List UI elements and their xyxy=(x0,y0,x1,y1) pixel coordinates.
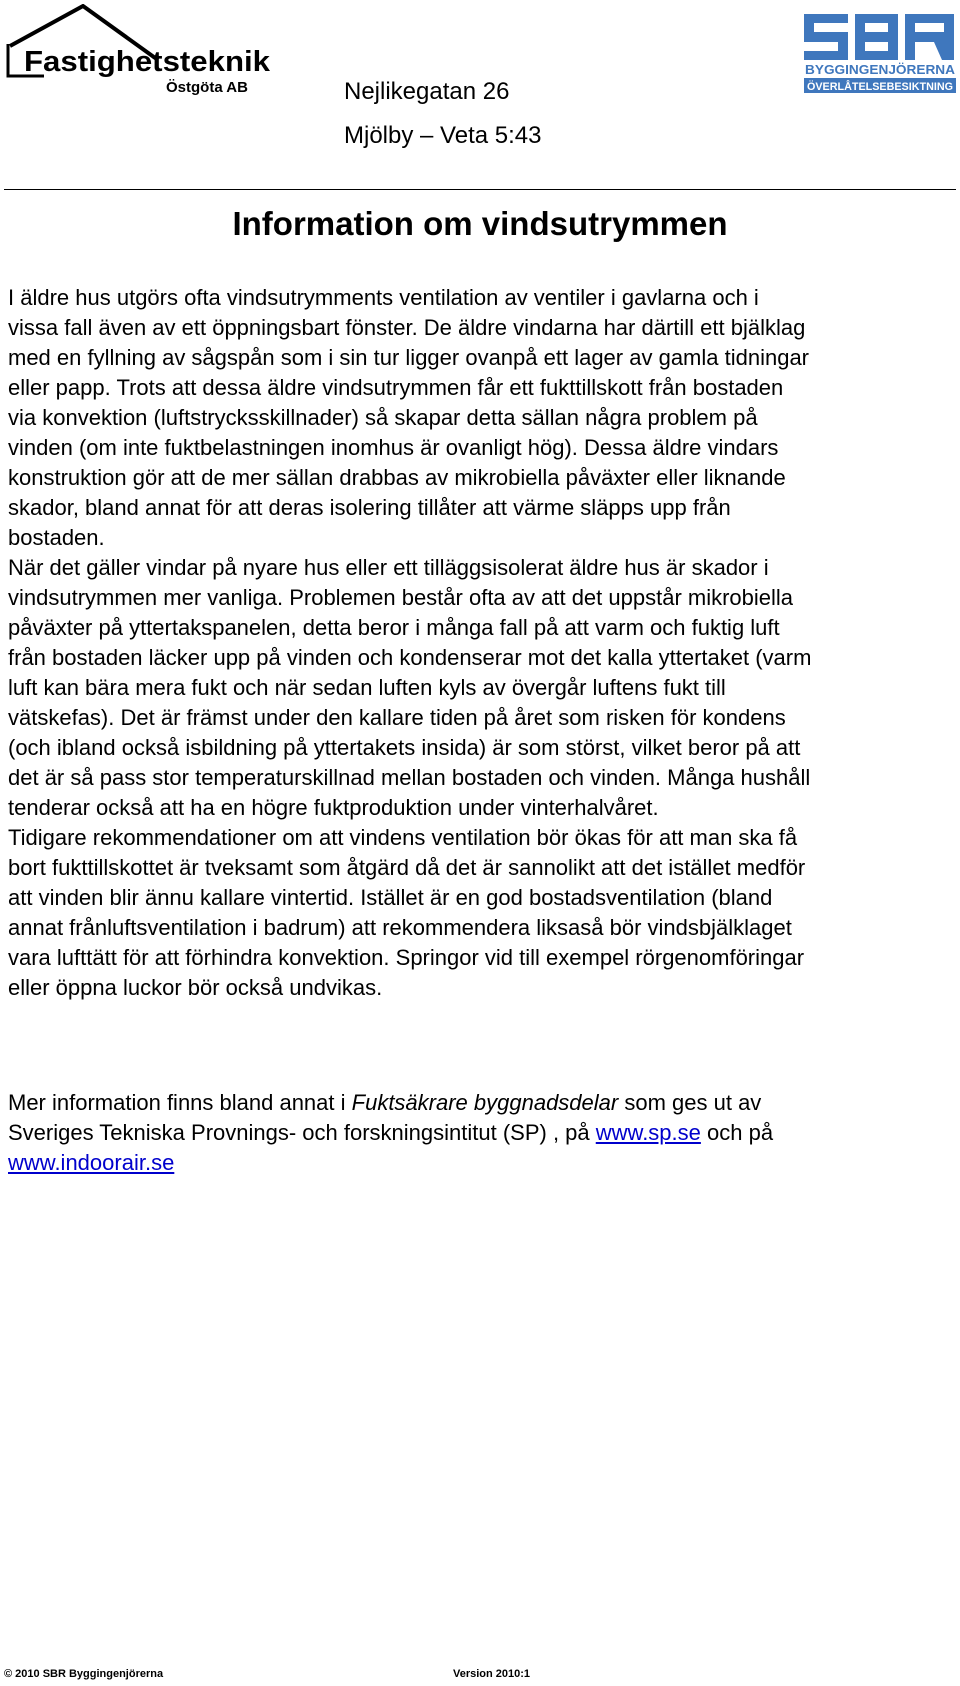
sbr-byggingenjorerna-text: BYGGINGENJÖRERNA xyxy=(805,63,943,77)
body-line: vindsutrymmen mer vanliga. Problemen består ofta av att det uppstår mikrobiella xyxy=(8,585,794,610)
sbr-overlatelsebesiktning-text: ÖVERLÅTELSEBESIKTNING xyxy=(807,81,957,93)
more-info-line-3 xyxy=(8,1148,954,1178)
body-paragraphs xyxy=(8,283,954,1003)
logo-word-fastighetsteknik: Fastighetsteknik xyxy=(24,46,271,78)
body-line: att vinden blir ännu kallare vintertid. Istället är en god bostadsventilation (bland xyxy=(8,885,773,910)
body-line: Tidigare rekommendationer om att vindens ventilation bör ökas för att man ska få xyxy=(8,825,798,850)
body-line: via konvektion (luftstrycksskillnader) så skapar detta sällan några problem på xyxy=(8,405,758,430)
body-line: eller papp. Trots att dessa äldre vindsutrymmen får ett fukttillskott från bostaden xyxy=(8,375,784,400)
header-divider xyxy=(4,189,956,190)
body-line: annat frånluftsventilation i badrum) att rekommendera liksaså bör vindsbjälklaget xyxy=(8,915,792,940)
more-info-paragraph xyxy=(8,1088,954,1178)
sbr-logo xyxy=(802,14,958,96)
body-line: När det gäller vindar på nyare hus eller ett tilläggsisolerat äldre hus är skador i xyxy=(8,555,769,580)
body-line: skador, bland annat för att deras isolering tillåter att värme släpps upp från xyxy=(8,495,731,520)
body-line: vara lufttätt för att förhindra konvektion. Springor vid till exempel rörgenomföringar xyxy=(8,945,805,970)
body-line: bostaden. xyxy=(8,525,105,550)
fastighetsteknik-logo xyxy=(6,4,274,96)
indoorair-link[interactable]: www.indoorair.se xyxy=(8,1150,175,1175)
body-line: luft kan bära mera fukt och när sedan luften kyls av övergår luftens fukt till xyxy=(8,675,726,700)
page-title: Information om vindsutrymmen xyxy=(232,205,728,242)
body-line: med en fyllning av sågspån som i sin tur ligger ovanpå ett lager av gamla tidningar xyxy=(8,345,810,370)
sp-link[interactable]: www.sp.se xyxy=(595,1120,701,1145)
body-line: vissa fall även av ett öppningsbart fönster. De äldre vindarna har därtill ett bjälklag xyxy=(8,315,806,340)
body-line: från bostaden läcker upp på vinden och kondenserar mot det kalla yttertaket (varm xyxy=(8,645,812,670)
body-line: bort fukttillskottet är tveksamt som åtgärd då det är sannolikt att det istället medför xyxy=(8,855,806,880)
body-line: I äldre hus utgörs ofta vindsutrymments ventilation av ventiler i gavlarna och i xyxy=(8,285,759,310)
body-line: konstruktion gör att de mer sällan drabbas av mikrobiella påväxter eller liknande xyxy=(8,465,786,490)
body-line: påväxter på yttertakspanelen, detta beror i många fall på att varm och fuktig luft xyxy=(8,615,780,640)
body-line: vinden (om inte fuktbelastningen inomhus är ovanligt hög). Dessa äldre vindars xyxy=(8,435,779,460)
logo-word-ostgota: Östgöta AB xyxy=(166,79,248,96)
body-line: tenderar också att ha en högre fuktproduktion under vinterhalvåret. xyxy=(8,795,659,820)
publication-title: Fuktsäkrare byggnadsdelar xyxy=(351,1090,619,1115)
body-line: vätskefas). Det är främst under den kallare tiden på året som risken för kondens xyxy=(8,705,786,730)
address-municipality: Mjölby – Veta 5:43 xyxy=(344,122,542,149)
body-line: eller öppna luckor bör också undvikas. xyxy=(8,975,383,1000)
footer-version: Version 2010:1 xyxy=(453,1668,531,1680)
address-street: Nejlikegatan 26 xyxy=(344,78,510,105)
property-address xyxy=(344,70,541,158)
body-line: det är så pass stor temperaturskillnad mellan bostaden och vinden. Många hushåll xyxy=(8,765,811,790)
sbr-letters-icon xyxy=(804,14,954,60)
footer-copyright: © 2010 SBR Byggingenjörerna xyxy=(4,1668,164,1680)
more-info-line-1: Mer information finns bland annat i Fuktsäkrare byggnadsdelar som ges ut av xyxy=(8,1090,762,1115)
body-line: (och ibland också isbildning på yttertakets insida) är som störst, vilket beror på att xyxy=(8,735,801,760)
more-info-line-2: Sveriges Tekniska Provnings- och forskningsintitut (SP) , på www.sp.se och på xyxy=(8,1120,774,1145)
